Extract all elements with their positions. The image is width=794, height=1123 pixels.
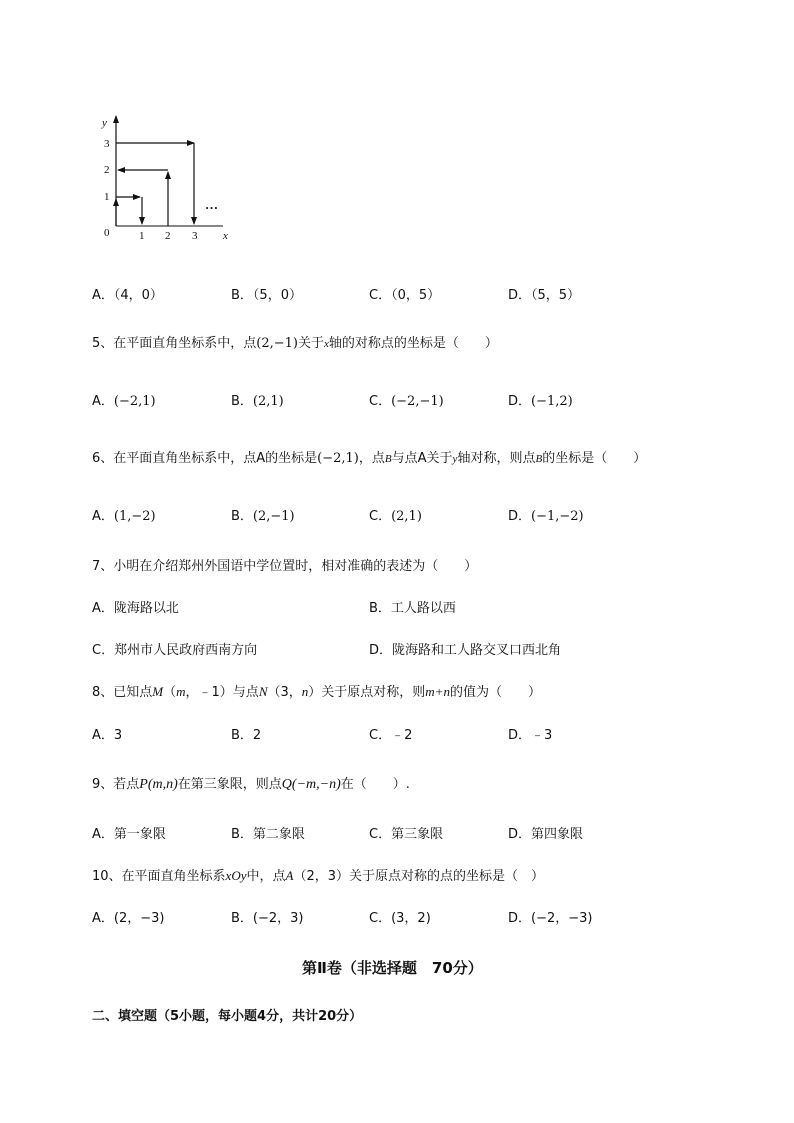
q5-option-d: D．(−1,2): [508, 394, 573, 409]
q6-option-c: C．(2,1): [369, 509, 422, 524]
origin-label: 0: [104, 227, 110, 239]
q9-option-c: C．第三象限: [369, 827, 444, 842]
q5-var: x: [324, 338, 329, 350]
q5-option-b: B．(2,1): [231, 394, 284, 409]
ellipsis-label: …: [205, 197, 218, 212]
q7-option-a: A．陇海路以北: [92, 601, 179, 616]
x-tick-label: 2: [165, 230, 171, 242]
q9-option-b: B．第二象限: [231, 827, 305, 842]
q10-option-c: C．(3，2): [369, 911, 431, 926]
y-tick-label: 3: [104, 138, 110, 150]
q4-option-b: B．（5，0）: [231, 288, 302, 303]
x-tick-label: 1: [139, 230, 145, 242]
q8-option-d: D．﹣3: [508, 728, 553, 743]
section-title: 第Ⅱ卷（非选择题 70分）: [302, 959, 483, 977]
q5-prefix: 5、在平面直角坐标系中，点: [92, 336, 257, 351]
y-axis-label: y: [102, 117, 107, 129]
q9-option-a: A．第一象限: [92, 827, 166, 842]
q8-option-a: A．3: [92, 728, 123, 743]
q5-stem: [92, 332, 498, 351]
q5-option-a: A．(−2,1): [92, 394, 156, 409]
q5-point: (2,−1): [256, 336, 298, 351]
q4-option-c: C．（0，5）: [369, 288, 441, 303]
y-tick-label: 2: [104, 164, 110, 176]
q8-option-b: B．2: [231, 728, 262, 743]
q5-option-c: C．(−2,−1): [369, 394, 444, 409]
q7-option-c: C．郑州市人民政府西南方向: [92, 643, 258, 658]
q7-option-b: B．工人路以西: [369, 601, 456, 616]
q9-stem: 9、若点P(m,n)在第三象限，则点Q(−m,−n)在（ ）.: [92, 777, 410, 792]
q4-option-a: A．（4，0）: [92, 288, 163, 303]
q8-option-c: C．﹣2: [369, 728, 413, 743]
q9-option-d: D．第四象限: [508, 827, 584, 842]
q10-option-d: D．(−2，−3): [508, 911, 593, 926]
x-tick-label: 3: [192, 230, 198, 242]
q7-option-d: D．陇海路和工人路交叉口西北角: [369, 643, 562, 658]
q6-option-d: D．(−1,−2): [508, 509, 584, 524]
q5-mid: 关于: [298, 336, 325, 351]
q6-stem: 6、在平面直角坐标系中，点A的坐标是(−2,1)，点B与点A关于y轴对称，则点B的坐标是（ ）: [92, 451, 647, 466]
q8-stem: 8、已知点M（m，﹣1）与点N（3，n）关于原点对称，则m+n的值为（ ）: [92, 684, 541, 700]
q10-option-b: B．(−2，3): [231, 911, 304, 926]
q7-stem: 7、小明在介绍郑州外国语中学位置时，相对准确的表述为（ ）: [92, 559, 478, 574]
y-tick-label: 1: [104, 191, 110, 203]
q6-option-b: B．(2,−1): [231, 509, 295, 524]
coordinate-path-figure: [95, 112, 245, 244]
q10-stem: 10、在平面直角坐标系xOy中，点A（2，3）关于原点对称的点的坐标是（ ）: [92, 868, 544, 884]
q4-option-d: D．（5，5）: [508, 288, 581, 303]
section-two-heading: 二、填空题（5小题，每小题4分，共计20分）: [92, 1009, 363, 1024]
x-axis-label: x: [223, 230, 228, 242]
q5-suffix: 轴的对称点的坐标是（ ）: [328, 336, 498, 351]
q6-option-a: A．(1,−2): [92, 509, 156, 524]
q10-option-a: A．(2，−3): [92, 911, 165, 926]
